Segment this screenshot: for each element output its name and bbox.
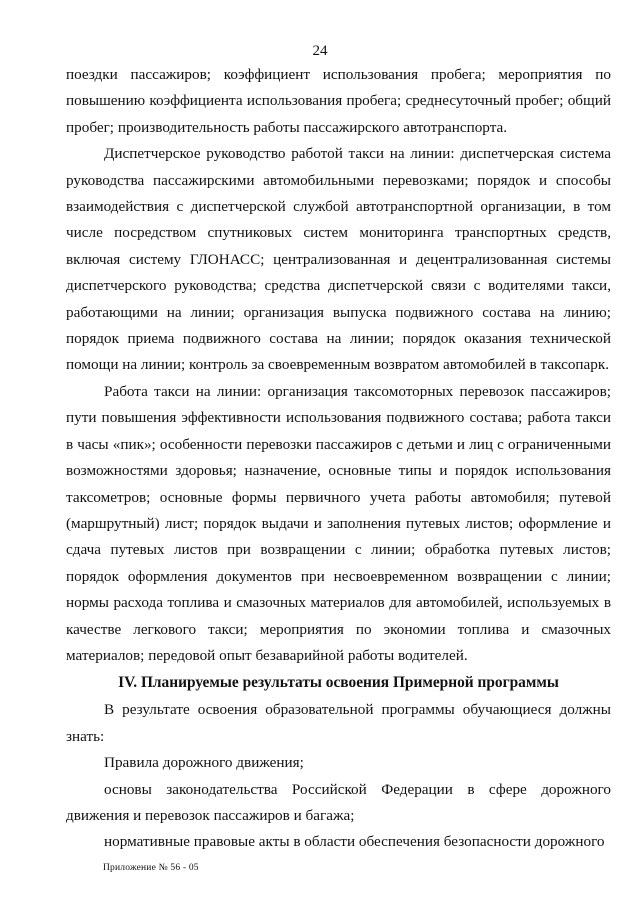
paragraph-continuation: поездки пассажиров; коэффициент использования пробега; мероприятия по повышению коэффициента использования пробега; среднесуточный пробег; общий пробег; производительность работы пассажирского автотранспорта.	[66, 66, 611, 136]
page-body	[66, 62, 611, 856]
section-heading: IV. Планируемые результаты освоения Примерной программы	[118, 674, 559, 692]
list-item-traffic-rules: Правила дорожного движения;	[104, 754, 304, 772]
list-item-legislation: основы законодательства Российской Федерации в сфере дорожного движения и перевозок пассажиров и багажа;	[66, 780, 611, 824]
page-number: 24	[312, 43, 328, 59]
paragraph-dispatch: Диспетчерское руководство работой такси на линии: диспетчерская система руководства пассажирскими автомобильными перевозками; порядок и способы взаимодействия с диспетчерской службой автотранспортной организации, в том числе посредством спутниковых систем мониторинга транспортных средств, включая систему ГЛОНАСС; централизованная и децентрализованная системы диспетчерского руководства; средства диспетчерской связи с водителями такси, работающими на линии; организация выпуска подвижного состава на линию; порядок приема подвижного состава на линии; порядок оказания технической помощи на линии; контроль за своевременным возвратом автомобилей в таксопарк.	[66, 145, 611, 374]
paragraph-results-intro: В результате освоения образовательной программы обучающиеся должны знать:	[66, 701, 611, 745]
paragraph-taxi-work: Работа такси на линии: организация таксомоторных перевозок пассажиров; пути повышения эффективности использования подвижного состава; работа такси в часы «пик»; особенности перевозки пассажиров с детьми и лиц с ограниченными возможностями здоровья; назначение, основные типы и порядок использования таксометров; основные формы первичного учета работы автомобиля; путевой (маршрутный) лист; порядок выдачи и заполнения путевых листов; оформление и сдача путевых листов при возвращении с линии; обработка путевых листов; порядок оформления документов при несвоевременном возвращении с линии; нормы расхода топлива и смазочных материалов для автомобилей, используемых в качестве легкового такси; мероприятия по экономии топлива и смазочных материалов; передовой опыт безаварийной работы водителей.	[66, 382, 611, 664]
footer-note: Приложение № 56 - 05	[103, 863, 199, 873]
list-item-regulations: нормативные правовые акты в области обеспечения безопасности дорожного	[104, 833, 605, 851]
